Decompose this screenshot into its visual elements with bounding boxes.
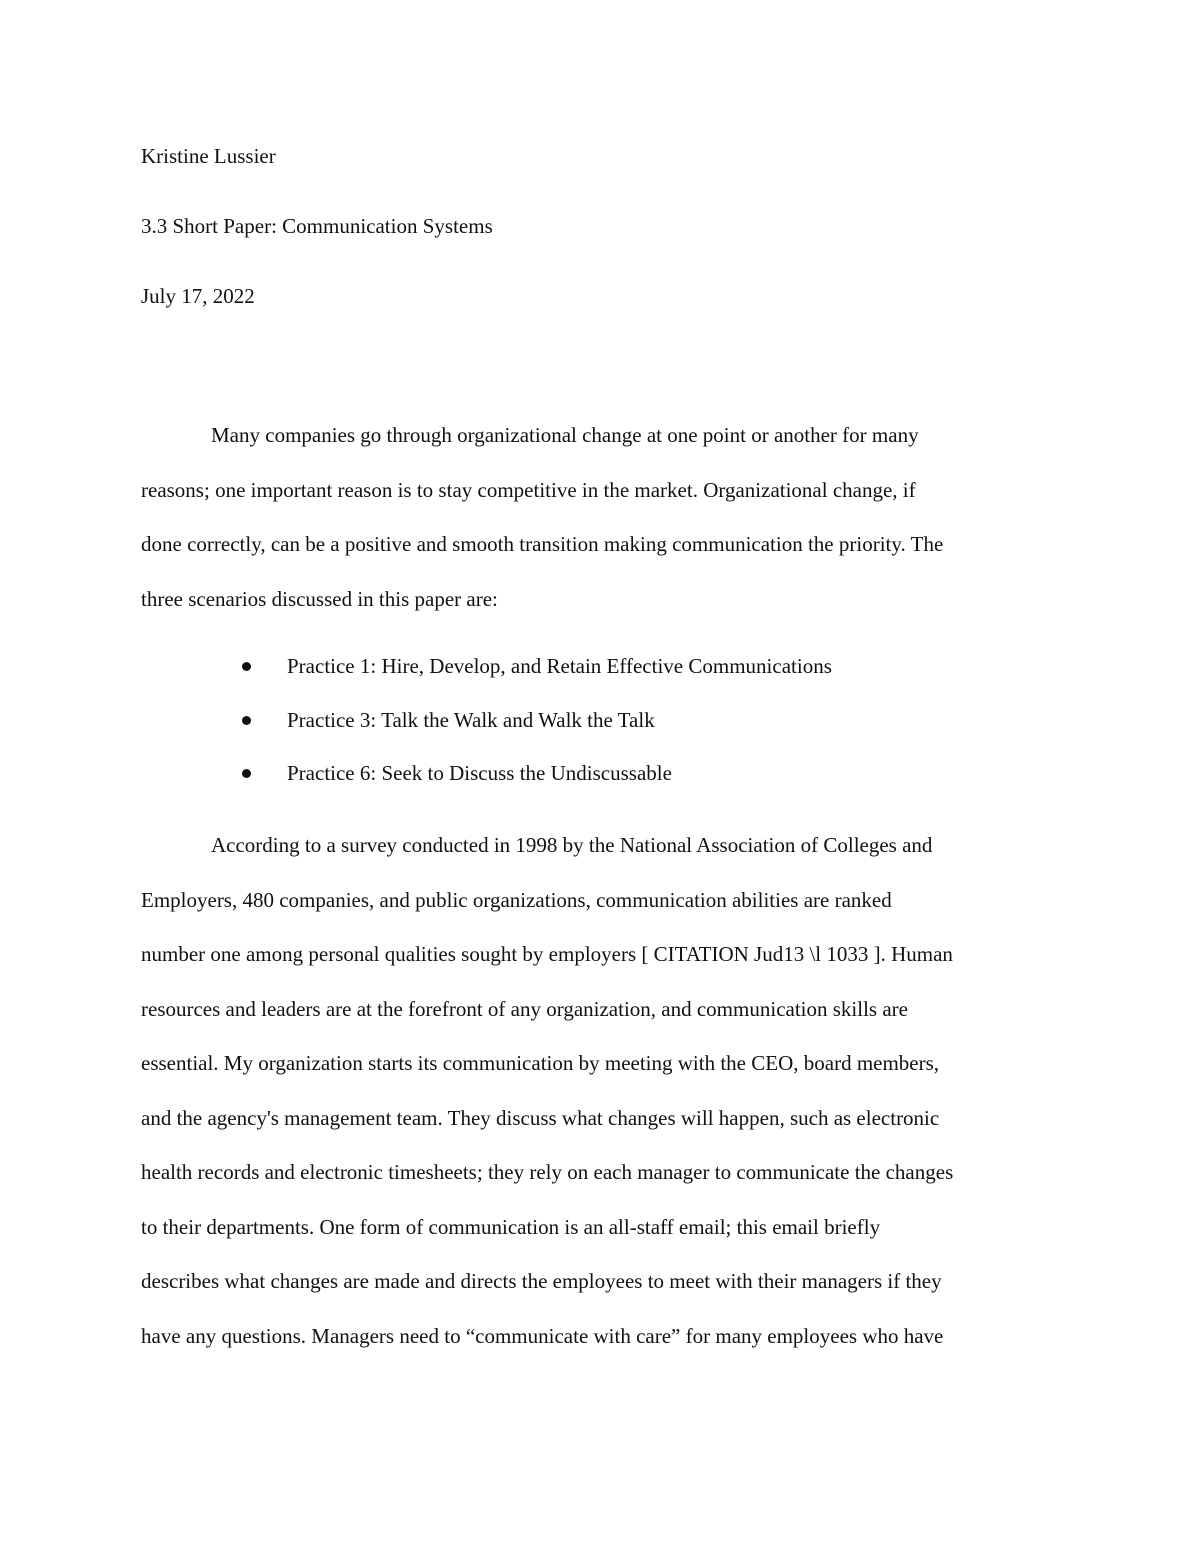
paragraph-line: reasons; one important reason is to stay competitive in the market. Organizational change, if — [141, 477, 916, 502]
paragraph-line: Many companies go through organizational change at one point or another for many — [211, 423, 919, 447]
practice-label: Practice 6: Seek to Discuss the Undiscussable — [287, 761, 672, 785]
practice-label: Practice 3: Talk the Walk and Walk the Talk — [287, 707, 655, 732]
paragraph-line: describes what changes are made and directs the employees to meet with their managers if they — [141, 1269, 942, 1293]
paragraph-line: to their departments. One form of communication is an all-staff email; this email briefly — [141, 1214, 881, 1239]
paragraph-line: Employers, 480 companies, and public organizations, communication abilities are ranked — [141, 887, 892, 912]
bullet-icon — [242, 769, 251, 778]
practice-label: Practice 1: Hire, Develop, and Retain Effective Communications — [287, 654, 832, 678]
paragraph-line: essential. My organization starts its communication by meeting with the CEO, board members, — [141, 1051, 940, 1075]
paragraph-line: have any questions. Managers need to “communicate with care” for many employees who have — [141, 1323, 944, 1348]
bullet-icon — [242, 662, 251, 671]
paragraph-line: done correctly, can be a positive and smooth transition making communication the priority. The — [141, 532, 944, 556]
paragraph-line: health records and electronic timesheets; they rely on each manager to communicate the changes — [141, 1160, 954, 1184]
practice-list — [141, 640, 832, 801]
paragraph-line: According to a survey conducted in 1998 by the National Association of Colleges and — [211, 833, 933, 857]
list-item — [141, 694, 832, 748]
list-item — [141, 640, 832, 694]
survey-paragraph — [141, 818, 1061, 1363]
paragraph-line: three scenarios discussed in this paper are: — [141, 586, 498, 611]
paragraph-line: number one among personal qualities sought by employers [ CITATION Jud13 \l 1033 ]. Human — [141, 942, 953, 966]
bullet-icon — [242, 716, 251, 725]
intro-paragraph — [141, 408, 1061, 626]
paragraph-line: resources and leaders are at the forefront of any organization, and communication skills are — [141, 996, 908, 1021]
paragraph-line: and the agency's management team. They discuss what changes will happen, such as electronic — [141, 1105, 940, 1130]
paper-title: 3.3 Short Paper: Communication Systems — [141, 214, 493, 238]
paper-date: July 17, 2022 — [141, 284, 255, 308]
author-name: Kristine Lussier — [141, 144, 276, 168]
list-item — [141, 747, 832, 801]
